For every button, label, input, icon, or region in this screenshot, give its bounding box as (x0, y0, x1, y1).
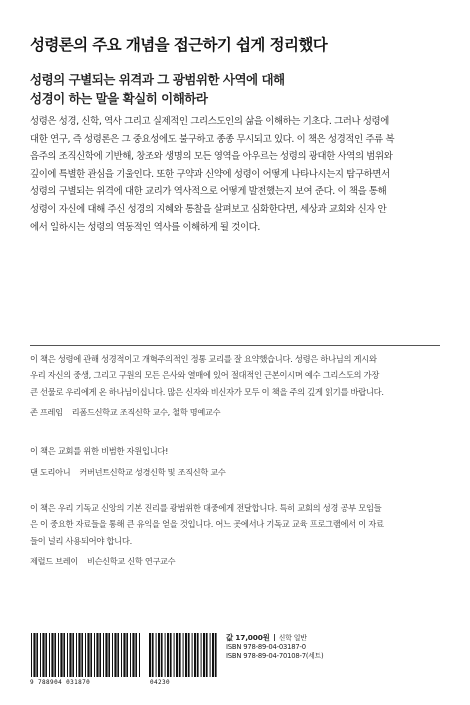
category: 신학 일반 (278, 634, 307, 642)
subheadline-line: 성경이 하는 말을 확실히 이해하라 (30, 91, 208, 106)
intro-line: 성령이 자신에 대해 주신 성경의 지혜와 통찰을 살펴보고 심화한다면, 세상과 교회와 신자 안 (30, 203, 387, 215)
barcode-bar (114, 633, 116, 677)
barcode-bar (203, 633, 205, 677)
barcode-bar (36, 633, 38, 677)
barcode-bar (139, 633, 140, 677)
endorsement-author (30, 467, 450, 478)
barcode-bar (42, 633, 44, 677)
barcode-bar (210, 633, 211, 677)
endorsement-line: 우리 자신의 중생, 그리고 구원의 모든 은사와 열매에 있어 절대적인 근본이시며 예수 그리스도의 가장 (30, 370, 380, 381)
author-name: 댄 도리아니 (30, 467, 71, 477)
author-title: 커버넌트신학교 성경신학 및 조직신학 교수 (79, 467, 226, 477)
barcode-bar (201, 633, 202, 677)
barcode-bar (51, 633, 53, 677)
intro-line: 성령의 구별되는 위격에 대한 교리가 역사적으로 어떻게 발전했는지 보여 준다. 이 책을 통해 (30, 186, 387, 198)
barcode-bar (215, 633, 217, 677)
endorsement-line: 이 책은 교회를 위한 비범한 자원입니다! (30, 446, 169, 456)
addon-digits: 04230 (150, 679, 171, 686)
intro-line: 대한 연구, 즉 성령론은 그 중요성에도 불구하고 종종 무시되고 있다. 이 책은 성경적인 주류 복 (30, 133, 395, 145)
barcode-bar (192, 633, 193, 677)
barcode-bar (176, 633, 178, 677)
barcode-bar (78, 633, 80, 677)
barcode-bar (96, 633, 98, 677)
barcode-bar (90, 633, 92, 677)
barcode-bar (105, 633, 107, 677)
barcode-bar (58, 633, 59, 677)
barcode-bar (135, 633, 137, 677)
barcode-bar (103, 633, 104, 677)
barcode-bar (99, 633, 101, 677)
isbn-line: ISBN 978-89-04-03187-0 (226, 643, 306, 651)
barcode-bar (161, 633, 163, 677)
barcode-bar (54, 633, 56, 677)
intro-line: 깊이에 특별한 관심을 기울인다. 또한 구약과 신약에 성령이 어떻게 나타나시는지 탐구하면서 (30, 168, 390, 180)
barcode-bar (31, 633, 32, 677)
headline: 성령론의 주요 개념을 접근하기 쉽게 정리했다 (30, 36, 328, 54)
barcode-bar (179, 633, 181, 677)
price: 값 17,000원 (226, 633, 270, 642)
author-name: 제럴드 브레이 (30, 556, 78, 566)
endorsement-author (30, 407, 450, 418)
barcode-bar (158, 633, 160, 677)
barcode-bar (152, 633, 154, 677)
barcode-bar (108, 633, 110, 677)
endorsement-line: 은 이 중요한 자료들을 통해 큰 유익을 얻을 것입니다. 어느 곳에서나 기독교 교육 프로그램에서 이 자료 (30, 519, 384, 530)
barcode-bar (81, 633, 83, 677)
barcode-bar (167, 633, 169, 677)
intro-line: 성령은 성경, 신학, 역사 그리고 실제적인 그리스도인의 삶을 이해하는 기초다. 그러나 성령에 (30, 116, 389, 127)
barcode-bar (170, 633, 172, 677)
barcode-bar (67, 633, 68, 677)
barcode-bar (126, 633, 128, 677)
endorsement-line: 이 책은 우리 기독교 신앙의 기본 진리를 광범위한 대중에게 전달합니다. 특히 교회의 성경 공부 모임들 (30, 503, 382, 513)
barcode-bar (60, 633, 62, 677)
barcode-bar (206, 633, 208, 677)
barcode-bar (212, 633, 214, 677)
barcode-bar (49, 633, 50, 677)
endorsement-text (30, 500, 450, 549)
endorsement-line: 들이 널리 사용되어야 합니다. (30, 535, 132, 546)
barcode-bar (94, 633, 95, 677)
subheadline-line: 성령의 구별되는 위격과 그 광범위한 사역에 대해 (30, 72, 285, 87)
price-info (226, 633, 456, 661)
barcode-bar (130, 633, 131, 677)
barcode-bar (197, 633, 199, 677)
endorsement-line: 큰 선물로 우리에게 온 하나님이십니다. 많은 신자와 비신자가 모두 이 책을 주의 깊게 읽기를 바랍니다. (30, 386, 384, 397)
author-title: 리폼드신학교 조직신학 교수, 철학 명예교수 (71, 407, 221, 417)
barcode-bar (85, 633, 86, 677)
barcode-bar (45, 633, 47, 677)
barcode-bar (149, 633, 151, 677)
barcode-bar (132, 633, 134, 677)
endorsement-text (30, 351, 450, 400)
barcode-bar (40, 633, 41, 677)
endorsement-text (30, 443, 450, 459)
endorsement-author (30, 556, 450, 567)
intro-line: 음주의 조직신학에 기반해, 창조와 생명의 모든 영역을 아우르는 성령의 광대한 사역의 범위와 (30, 151, 393, 163)
barcode-bar (117, 633, 119, 677)
barcode-bar (69, 633, 71, 677)
barcode-bar (76, 633, 77, 677)
barcode-bar (112, 633, 113, 677)
barcode-bar (183, 633, 184, 677)
barcode-bar (33, 633, 35, 677)
subheadline (30, 70, 450, 108)
barcode-bar (123, 633, 125, 677)
barcode-bar (185, 633, 187, 677)
barcode-block (30, 633, 440, 686)
barcode-bar (194, 633, 196, 677)
barcode-bar (63, 633, 65, 677)
barcode-icon (30, 633, 142, 677)
barcode-bar (121, 633, 122, 677)
barcode-bar (72, 633, 74, 677)
divider (274, 634, 275, 641)
intro-paragraph (30, 113, 448, 236)
author-title: 비슨신학교 신학 연구교수 (86, 556, 176, 566)
barcode-bar (174, 633, 175, 677)
barcode-bar (156, 633, 157, 677)
author-name: 존 프레임 (30, 407, 63, 417)
intro-line: 에서 일하시는 성령의 역동적인 역사를 이해하게 될 것이다. (30, 221, 260, 233)
section-divider (30, 345, 440, 346)
isbn-line: ISBN 978-89-04-70108-7(세트) (226, 652, 324, 660)
barcode-digits: 9 788904 031870 (30, 679, 91, 686)
addon-barcode (148, 633, 220, 677)
barcode-bar (188, 633, 190, 677)
barcode-bar (165, 633, 166, 677)
barcode-bar (87, 633, 89, 677)
addon-barcode-icon (148, 633, 220, 677)
endorsement-line: 이 책은 성령에 관해 성경적이고 개혁주의적인 정통 교리를 잘 요약했습니다. 성령은 하나님의 게시와 (30, 354, 377, 364)
ean-barcode (30, 633, 142, 677)
